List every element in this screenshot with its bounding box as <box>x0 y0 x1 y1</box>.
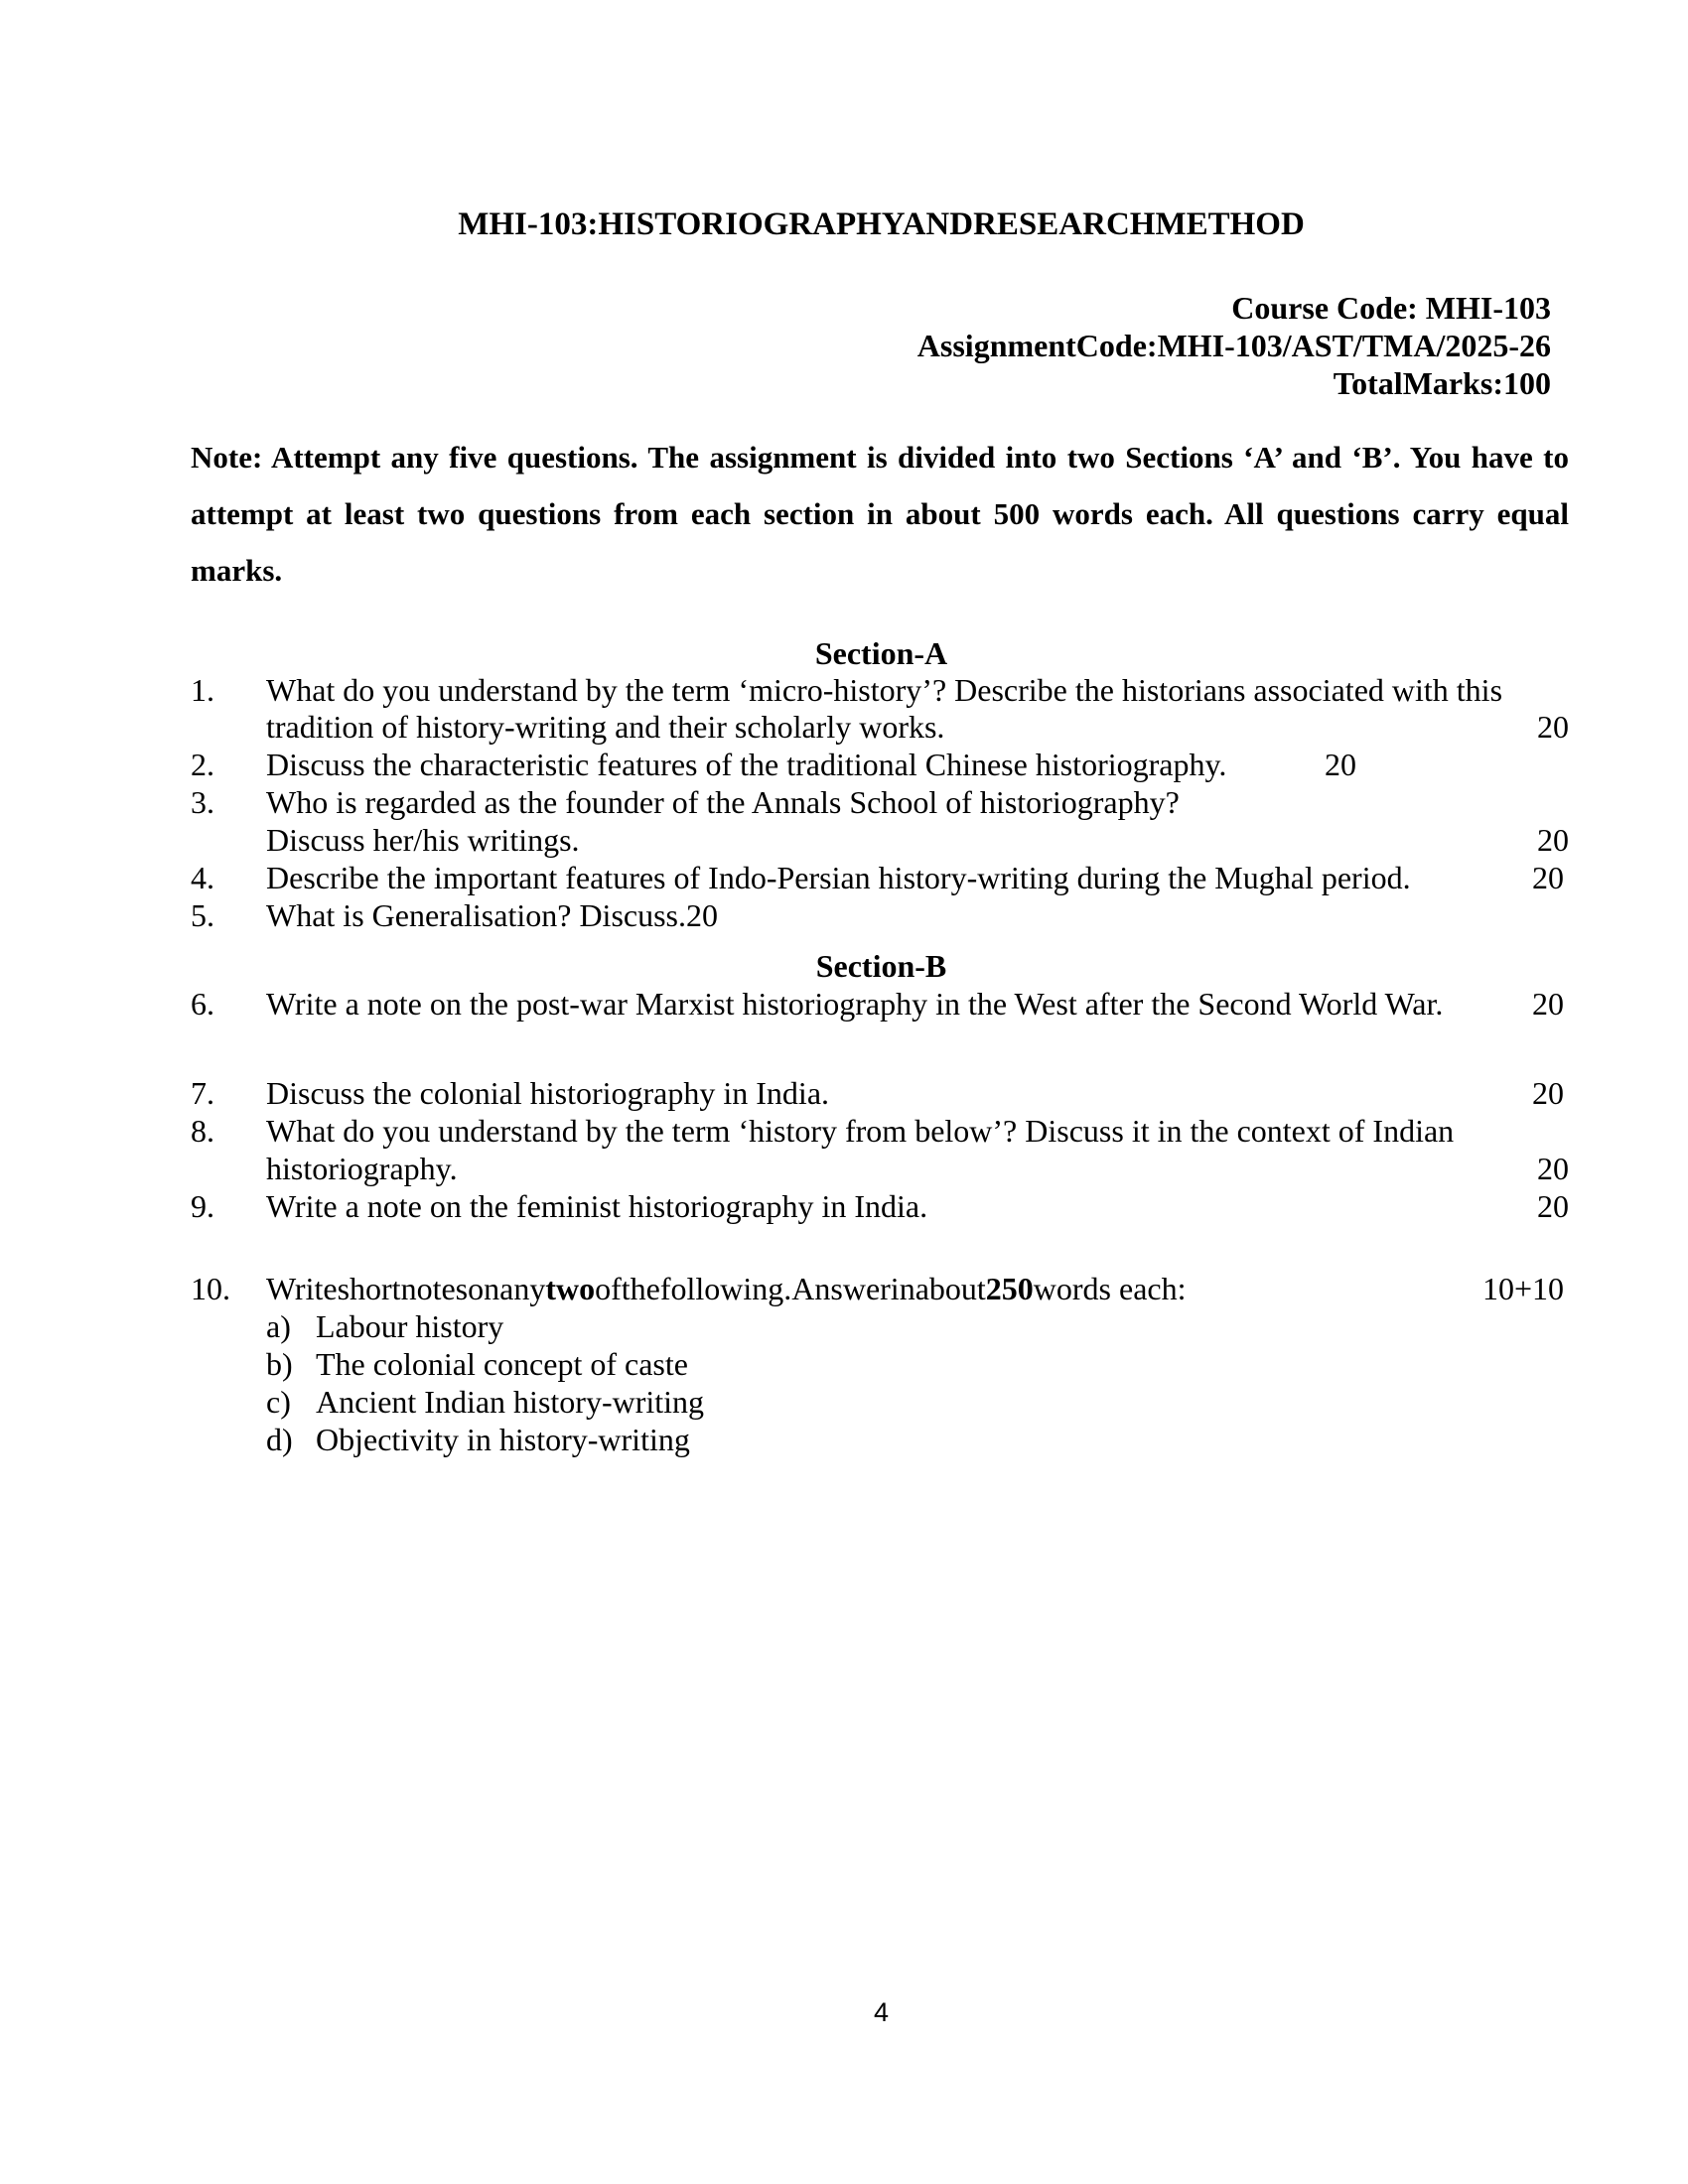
instructions-note: Note: Attempt any five questions. The assignment is divided into two Sections ‘A’ and ‘B’. You have to attempt at least two questions from each section in about 500 words each. All questions carry equal marks. <box>191 440 1569 588</box>
question-text: Discuss the colonial historiography in India. <box>266 1075 830 1111</box>
question-text: What do you understand by the term ‘micro-history’? Describe the historians associated with this <box>266 672 1503 708</box>
question-number: 5. <box>191 897 214 933</box>
question-text: tradition of history-writing and their scholarly works. <box>266 709 945 745</box>
option-label: b) <box>266 1346 293 1382</box>
question-marks: 20 <box>1325 747 1356 782</box>
option-label: c) <box>266 1384 291 1420</box>
question-text-part: Writeshortnotesonany <box>266 1271 546 1306</box>
question-text <box>266 1271 1187 1307</box>
option-text: Ancient Indian history-writing <box>316 1384 705 1420</box>
question-text: Describe the important features of Indo-Persian history-writing during the Mughal period. <box>266 860 1411 895</box>
question-marks: 20 <box>1532 860 1564 895</box>
question-text: Who is regarded as the founder of the Annals School of historiography? <box>266 784 1180 820</box>
question-text: historiography. <box>266 1151 458 1186</box>
question-marks: 20 <box>1537 822 1569 858</box>
assignment-code: AssignmentCode:MHI-103/AST/TMA/2025-26 <box>916 328 1551 363</box>
question-text: What do you understand by the term ‘history from below’? Discuss it in the context of Indian <box>266 1113 1455 1149</box>
question-text: Discuss her/his writings. <box>266 822 580 858</box>
question-text: Discuss the characteristic features of the traditional Chinese historiography. <box>266 747 1227 782</box>
question-text-emphasis: 250 <box>985 1271 1034 1306</box>
question-number: 1. <box>191 672 214 708</box>
option-text: The colonial concept of caste <box>316 1346 688 1382</box>
option-label: d) <box>266 1422 293 1457</box>
section-a-heading: Section-A <box>814 635 948 671</box>
question-marks: 20 <box>1537 709 1569 745</box>
question-text: Write a note on the feminist historiography in India. <box>266 1188 928 1224</box>
question-text-part: ofthefollowing.Answerinabout <box>595 1271 986 1306</box>
question-number: 3. <box>191 784 214 820</box>
question-number: 7. <box>191 1075 214 1111</box>
section-b-heading: Section-B <box>815 948 947 984</box>
question-text: What is Generalisation? Discuss.20 <box>266 897 718 933</box>
question-number: 10. <box>191 1271 230 1306</box>
question-number: 4. <box>191 860 214 895</box>
total-marks: TotalMarks:100 <box>1333 365 1551 401</box>
question-number: 6. <box>191 986 214 1022</box>
question-marks: 10+10 <box>1482 1271 1565 1306</box>
question-text-part: words each: <box>1033 1271 1187 1306</box>
question-text-emphasis: two <box>545 1271 596 1306</box>
question-number: 8. <box>191 1113 214 1149</box>
option-text: Objectivity in history-writing <box>316 1422 690 1457</box>
question-marks: 20 <box>1532 1075 1564 1111</box>
option-text: Labour history <box>316 1308 504 1344</box>
question-number: 9. <box>191 1188 214 1224</box>
question-marks: 20 <box>1537 1151 1569 1186</box>
option-label: a) <box>266 1308 291 1344</box>
page-title: MHI-103:HISTORIOGRAPHYANDRESEARCHMETHOD <box>458 206 1305 242</box>
question-number: 2. <box>191 747 214 782</box>
page-number: 4 <box>873 1997 890 2027</box>
course-code: Course Code: MHI-103 <box>1231 290 1551 326</box>
question-marks: 20 <box>1537 1188 1569 1224</box>
question-marks: 20 <box>1532 986 1564 1022</box>
question-text: Write a note on the post-war Marxist historiography in the West after the Second World War. <box>266 986 1444 1022</box>
